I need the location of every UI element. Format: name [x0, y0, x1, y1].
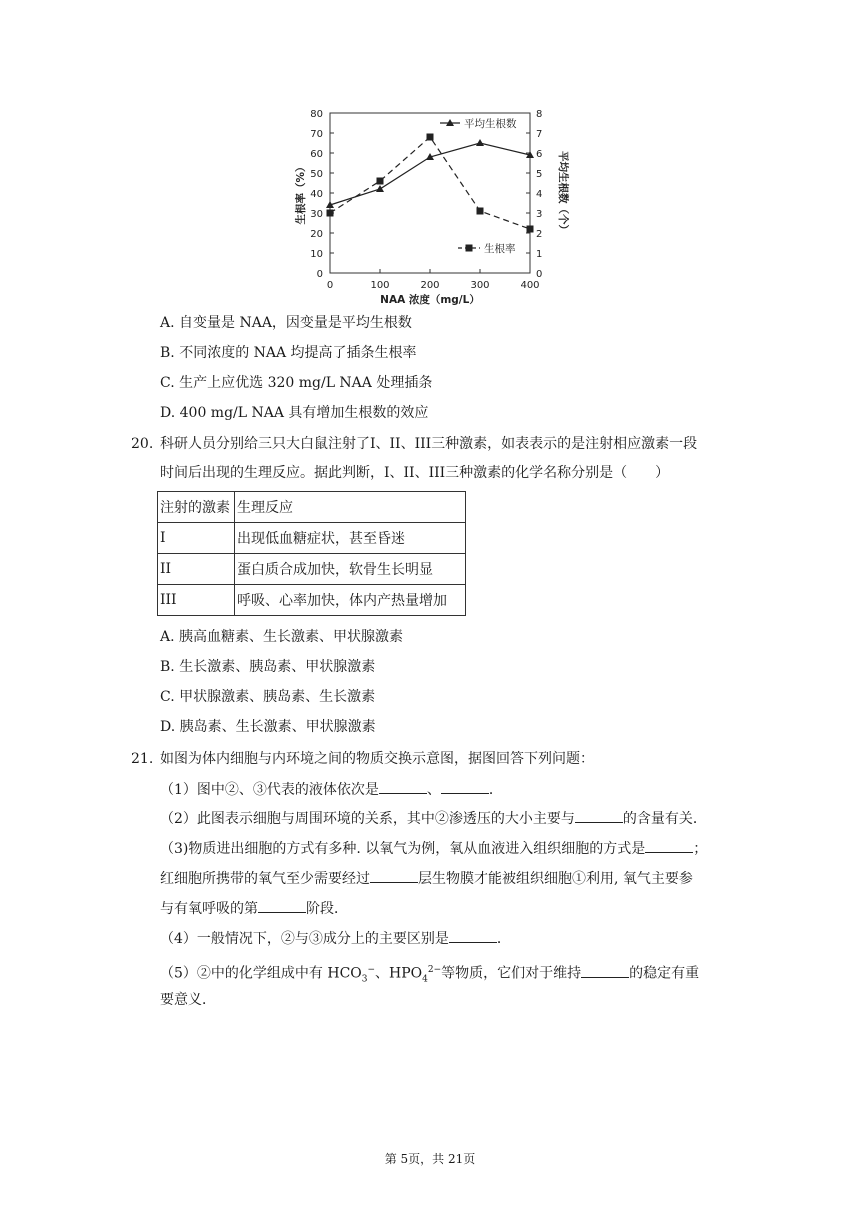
table-header-cell: 生理反应 [235, 492, 466, 523]
q21-part1 [160, 779, 503, 800]
legend-label-1: 生根率 [484, 243, 516, 255]
table-cell: 呼吸、心率加快，体内产热量增加 [235, 585, 466, 616]
right-tick-label: 3 [536, 209, 543, 220]
answer-blank[interactable] [258, 898, 306, 913]
q21-part3-text3: 层生物膜才能被组织细胞①利用, 氧气主要参 [418, 871, 693, 887]
page-footer: 第 5页，共 21页 [384, 1152, 476, 1166]
x-tick-label: 100 [370, 280, 390, 291]
legend-label-0: 平均生根数 [464, 118, 517, 130]
q21-part5-line1 [160, 960, 699, 989]
left-tick-label: 0 [316, 269, 323, 280]
q20-stem-line1: 科研人员分别给三只大白鼠注射了I、II、III三种激素，如表表示的是注射相应激素一段 [160, 436, 698, 452]
q20-option-d: D. 胰岛素、生长激素、甲状腺激素 [160, 719, 376, 735]
q21-part5-text3: 等物质，它们对于维持 [441, 965, 582, 982]
answer-blank[interactable] [581, 963, 629, 978]
hpo4-superscript: 2− [427, 965, 442, 975]
q21-part3-end: 阶段． [306, 901, 348, 917]
hormone-table [157, 491, 466, 616]
q21-part3-line3 [160, 898, 348, 919]
q21-part4-text: （4）一般情况下，②与③成分上的主要区别是 [160, 931, 449, 947]
left-tick-label: 40 [310, 189, 323, 200]
triangle-point [476, 139, 484, 146]
q21-part2 [160, 808, 707, 829]
right-tick-label: 4 [536, 189, 543, 200]
q21-part4 [160, 928, 511, 949]
q21-part3-text4: 与有氧呼吸的第 [160, 901, 258, 917]
legend-marker-1 [466, 245, 473, 252]
q21-part4-end: ． [496, 931, 511, 947]
table-cell: 蛋白质合成加快，软骨生长明显 [235, 554, 466, 585]
left-axis-label: 生根率（%） [295, 161, 307, 225]
q21-part1-end: ． [488, 782, 503, 798]
q21-part2-text: （2）此图表示细胞与周围环境的关系，其中②渗透压的大小主要与 [160, 811, 575, 827]
right-tick-label: 2 [536, 229, 543, 240]
square-point [427, 134, 434, 141]
q20-option-b: B. 生长激素、胰岛素、甲状腺激素 [160, 659, 376, 675]
right-tick-label: 0 [536, 269, 543, 280]
q19-option-b: B. 不同浓度的 NAA 均提高了插条生根率 [160, 345, 417, 361]
answer-blank[interactable] [370, 868, 418, 883]
right-axis-label: 平均生根数（个） [557, 151, 569, 235]
table-header-cell: 注射的激素 [158, 492, 235, 523]
q20-option-c: C. 甲状腺激素、胰岛素、生长激素 [160, 689, 376, 705]
q21-number: 21. [131, 751, 154, 767]
answer-blank[interactable] [575, 808, 623, 823]
hpo4-subscript: 4 [422, 974, 428, 985]
left-tick-label: 70 [310, 129, 323, 140]
q21-part3-line1 [160, 838, 707, 859]
table-cell: I [158, 523, 235, 554]
answer-blank[interactable] [645, 838, 693, 853]
q21-part3-line2 [160, 868, 693, 889]
q21-part5-text: （5）②中的化学组成中有 HCO [160, 965, 362, 982]
hco3-subscript: 3 [361, 974, 368, 985]
table-row [158, 554, 466, 585]
left-tick-label: 50 [310, 169, 323, 180]
triangle-point [376, 185, 384, 192]
q20-option-a: A. 胰高血糖素、生长激素、甲状腺激素 [160, 629, 404, 645]
q19-option-c: C. 生产上应优选 320 mg/L NAA 处理插条 [160, 375, 433, 391]
square-point [377, 178, 384, 185]
answer-blank[interactable] [379, 779, 427, 794]
q21-stem: 如图为体内细胞与内环境之间的物质交换示意图，据图回答下列问题： [160, 751, 594, 767]
right-tick-label: 5 [536, 169, 543, 180]
x-tick-label: 0 [326, 280, 334, 291]
table-row [158, 523, 466, 554]
left-tick-label: 20 [310, 229, 323, 240]
q21-part5-text4: 的稳定有重 [629, 965, 700, 982]
hco3-superscript: − [367, 965, 376, 975]
table-header-row [158, 492, 466, 523]
series-line-0 [330, 143, 530, 205]
square-point [327, 210, 334, 217]
right-tick-label: 6 [536, 149, 543, 160]
q21-part1-sep: 、 [426, 782, 441, 798]
square-point [527, 226, 534, 233]
table-cell: III [158, 585, 235, 616]
table-cell: II [158, 554, 235, 585]
square-point [477, 208, 484, 215]
answer-blank[interactable] [449, 928, 497, 943]
table-cell: 出现低血糖症状，甚至昏迷 [235, 523, 466, 554]
q21-part5-line2: 要意义． [160, 992, 216, 1008]
naa-chart [290, 100, 570, 310]
q19-option-d: D. 400 mg/L NAA 具有增加生根数的效应 [160, 405, 429, 421]
q21-part5-text2: 、HPO [375, 965, 423, 982]
right-tick-label: 1 [536, 249, 543, 260]
q21-part3-semicolon: ； [693, 841, 708, 857]
q20-number: 20. [131, 436, 154, 452]
q21-part3-text2: 红细胞所携带的氧气至少需要经过 [160, 871, 370, 887]
answer-blank[interactable] [441, 779, 489, 794]
left-tick-label: 80 [310, 109, 323, 120]
right-tick-label: 7 [536, 129, 543, 140]
x-axis-label: NAA 浓度（mg/L） [380, 294, 480, 306]
q21-part3-text: （3)物质进出细胞的方式有多种. 以氧气为例，氧从血液进入组织细胞的方式是 [160, 841, 646, 857]
q20-stem-line2: 时间后出现的生理反应。据此判断，I、II、III三种激素的化学名称分别是（ ） [160, 465, 670, 481]
left-tick-label: 10 [310, 249, 323, 260]
x-tick-label: 400 [520, 280, 540, 291]
table-row [158, 585, 466, 616]
x-tick-label: 200 [420, 280, 440, 291]
q21-part1-text: （1）图中②、③代表的液体依次是 [160, 782, 379, 798]
q19-option-a: A. 自变量是 NAA，因变量是平均生根数 [160, 315, 412, 331]
left-tick-label: 60 [310, 149, 323, 160]
left-tick-label: 30 [310, 209, 323, 220]
right-tick-label: 8 [536, 109, 543, 120]
q21-part2-end: 的含量有关． [622, 811, 707, 827]
x-tick-label: 300 [470, 280, 490, 291]
series-line-1 [330, 137, 530, 229]
